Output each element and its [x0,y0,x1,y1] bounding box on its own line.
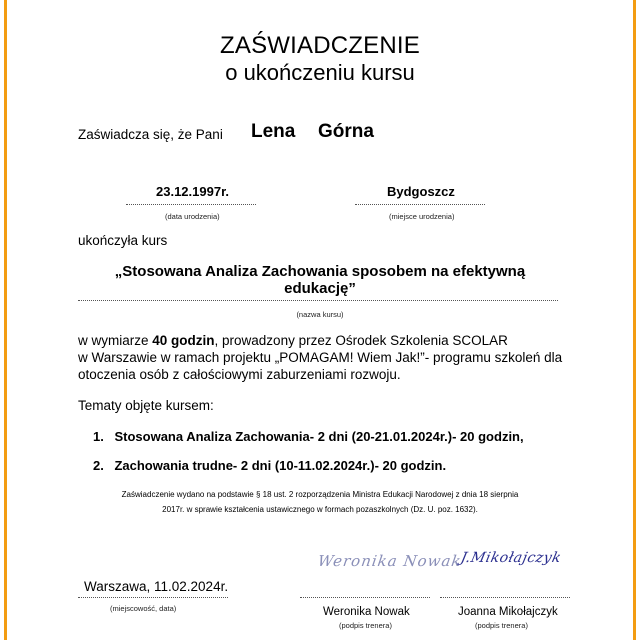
description-line1 [78,332,578,349]
topic-text: Zachowania trudne- 2 dni (10-11.02.2024r.)- 20 godzin. [114,458,447,473]
signer2-name: Joanna Mikołajczyk [458,606,558,618]
course-name-line2: edukację” [284,280,356,297]
right-border [633,0,636,640]
desc-hours: 40 godzin [152,333,215,348]
signature-joanna-mikolajczyk: J.Mikołajczyk [459,550,563,566]
birth-date-line [126,204,256,205]
birth-date-caption: (data urodzenia) [165,212,220,221]
description-line2: w Warszawie w ramach projektu „POMAGAM! Wiem Jak!”- programu szkoleń dla [78,350,563,365]
signer2-line [440,597,570,598]
topics-header: Tematy objęte kursem: [78,398,214,413]
topic-item [93,458,446,473]
birth-place: Bydgoszcz [387,184,455,199]
birth-date: 23.12.1997r. [156,184,230,199]
place-date-line [78,597,228,598]
last-name: Górna [318,121,374,142]
legal-line1: Zaświadczenie wydano na podstawie § 18 ust. 2 rozporządzenia Ministra Edukacji Narodowej z dnia 18 sierpnia [121,490,519,499]
birth-place-caption: (miejsce urodzenia) [389,212,455,221]
topic-number: 2. [93,458,104,473]
legal-line2: 2017r. w sprawie kształcenia ustawicznego w formach pozaszkolnych (Dz. U. poz. 1632). [162,505,478,514]
desc-line1-rest: , prowadzony przez Ośrodek Szkolenia SCOLAR [214,333,508,348]
desc-prefix: w wymiarze [78,333,153,348]
certificate-subtitle: o ukończeniu kursu [225,60,415,85]
description-line3: otoczenia osób z całościowymi zaburzeniami rozwoju. [78,367,401,382]
birth-place-line [355,204,485,205]
legal-basis [0,487,640,517]
left-border [4,0,7,640]
course-name [0,263,640,297]
completed-text: ukończyła kurs [78,233,168,248]
topic-number: 1. [93,429,104,444]
certifies-text: Zaświadcza się, że Pani [78,127,223,142]
signer1-line [300,597,430,598]
topic-text: Stosowana Analiza Zachowania- 2 dni (20-21.01.2024r.)- 20 godzin, [114,429,524,444]
signer2-caption: (podpis trenera) [475,621,528,630]
signer1-caption: (podpis trenera) [339,621,392,630]
course-caption: (nazwa kursu) [296,310,344,319]
place-date-caption: (miejscowość, data) [110,604,177,613]
course-name-line [78,300,558,301]
topic-item [93,429,524,444]
certificate-title: ZAŚWIADCZENIE [220,32,420,59]
signer1-name: Weronika Nowak [323,606,410,618]
course-name-line1: „Stosowana Analiza Zachowania sposobem na efektywną [114,263,526,280]
course-description [78,332,578,383]
signature-weronika-nowak: Weronika Nowak [316,552,463,570]
first-name: Lena [251,121,296,142]
place-date: Warszawa, 11.02.2024r. [84,579,229,594]
